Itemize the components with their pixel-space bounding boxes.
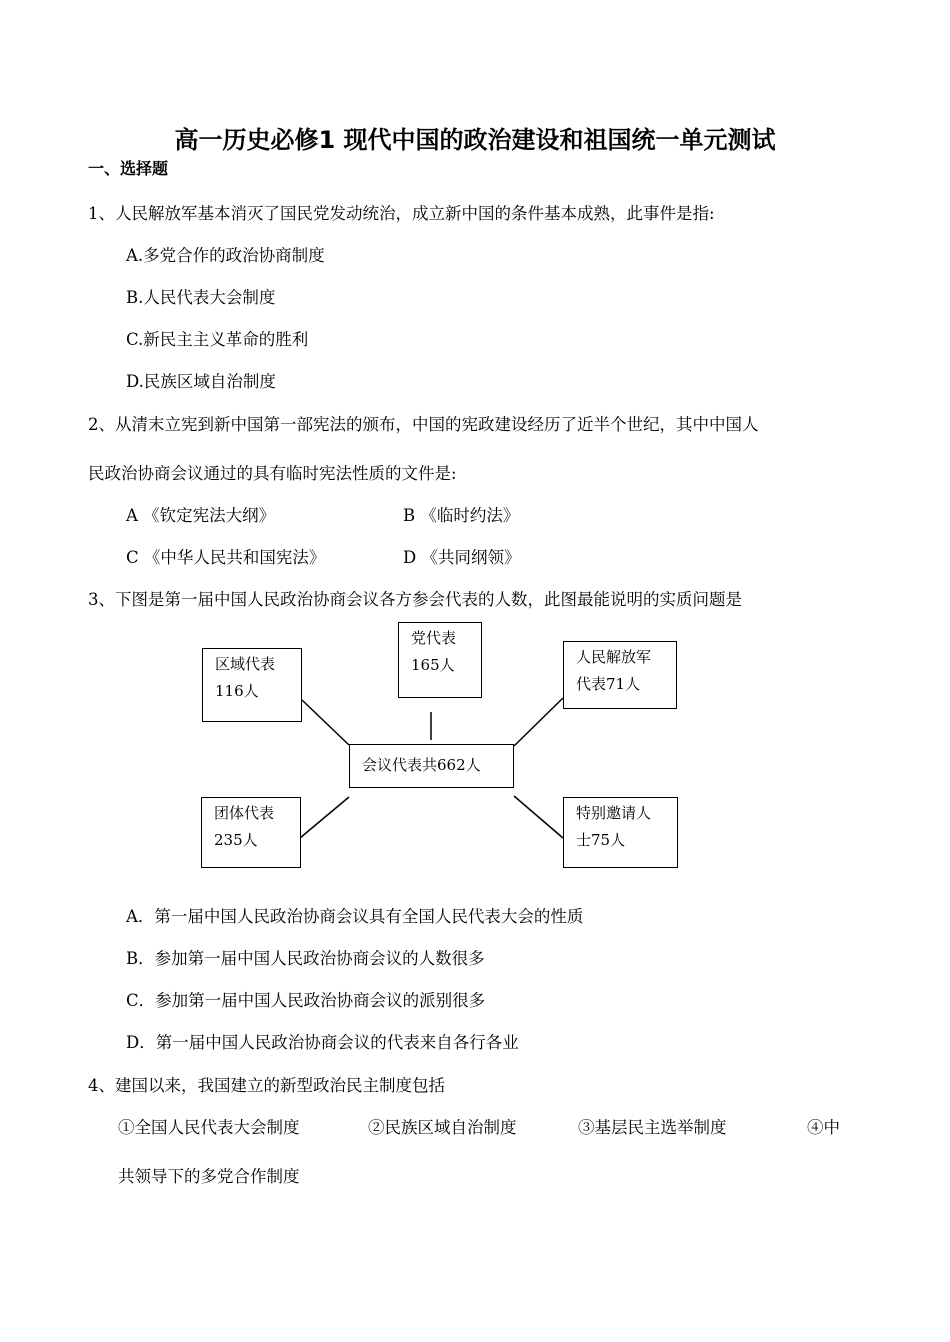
section-heading: 一、选择题 xyxy=(88,159,169,178)
diagram-box-regional-label: 区域代表 xyxy=(215,655,276,673)
question-4-item-4-start: ④中 xyxy=(807,1118,840,1137)
question-2-option-c: C 《中华人民共和国宪法》 xyxy=(126,548,326,567)
question-1-stem: 1、人民解放军基本消灭了国民党发动统治，成立新中国的条件基本成熟，此事件是指: xyxy=(88,204,715,223)
diagram-box-party-count: 165人 xyxy=(411,656,455,674)
diagram-box-groups-count: 235人 xyxy=(214,831,258,849)
question-1-option-a: A.多党合作的政治协商制度 xyxy=(126,246,325,265)
diagram-box-center-label: 会议代表共662人 xyxy=(362,756,481,774)
question-3-option-c: C．参加第一届中国人民政治协商会议的派别很多 xyxy=(126,991,486,1010)
question-4-stem: 4、建国以来，我国建立的新型政治民主制度包括 xyxy=(88,1076,445,1095)
diagram-box-groups xyxy=(201,797,301,868)
diagram-box-regional xyxy=(202,648,302,722)
question-1-option-d: D.民族区域自治制度 xyxy=(126,372,276,391)
page-title: 高一历史必修1 现代中国的政治建设和祖国统一单元测试 xyxy=(174,126,776,154)
question-2-option-b: B 《临时约法》 xyxy=(403,506,520,525)
diagram-box-pla-label: 人民解放军 xyxy=(576,648,652,666)
diagram-box-center xyxy=(349,744,514,788)
question-1-option-b: B.人民代表大会制度 xyxy=(126,288,276,307)
question-4-item-4-continued: 共领导下的多党合作制度 xyxy=(118,1167,300,1186)
diagram-box-groups-label: 团体代表 xyxy=(214,804,275,822)
question-3-option-a: A．第一届中国人民政治协商会议具有全国人民代表大会的性质 xyxy=(126,907,584,926)
connector-regional xyxy=(302,700,349,745)
question-3-stem: 3、下图是第一届中国人民政治协商会议各方参会代表的人数，此图最能说明的实质问题是 xyxy=(88,590,742,609)
diagram-box-special-label: 特别邀请人 xyxy=(576,804,652,822)
connector-groups xyxy=(300,797,349,838)
question-4-item-1: ①全国人民代表大会制度 xyxy=(118,1118,300,1137)
question-2-option-d: D 《共同纲领》 xyxy=(403,548,521,567)
question-2-option-a: A 《钦定宪法大纲》 xyxy=(126,506,276,525)
diagram-box-pla xyxy=(563,641,677,709)
diagram-box-pla-count: 代表71人 xyxy=(576,675,641,693)
question-4-item-3: ③基层民主选举制度 xyxy=(578,1118,727,1137)
diagram-box-special xyxy=(563,797,678,868)
question-1-option-c: C.新民主主义革命的胜利 xyxy=(126,330,309,349)
diagram-box-regional-count: 116人 xyxy=(215,682,259,700)
question-4-item-2: ②民族区域自治制度 xyxy=(368,1118,517,1137)
question-3-option-b: B．参加第一届中国人民政治协商会议的人数很多 xyxy=(126,949,485,968)
question-2-stem-line-1: 2、从清末立宪到新中国第一部宪法的颁布，中国的宪政建设经历了近半个世纪，其中中国人 xyxy=(88,415,759,434)
diagram-box-party-label: 党代表 xyxy=(411,629,457,647)
question-2-stem-line-2: 民政治协商会议通过的具有临时宪法性质的文件是: xyxy=(88,464,457,483)
connector-pla xyxy=(514,698,563,746)
question-3-option-d: D．第一届中国人民政治协商会议的代表来自各行各业 xyxy=(126,1033,519,1052)
diagram-box-party xyxy=(398,622,482,698)
diagram-box-special-count: 士75人 xyxy=(576,831,626,849)
connector-special xyxy=(514,796,563,838)
